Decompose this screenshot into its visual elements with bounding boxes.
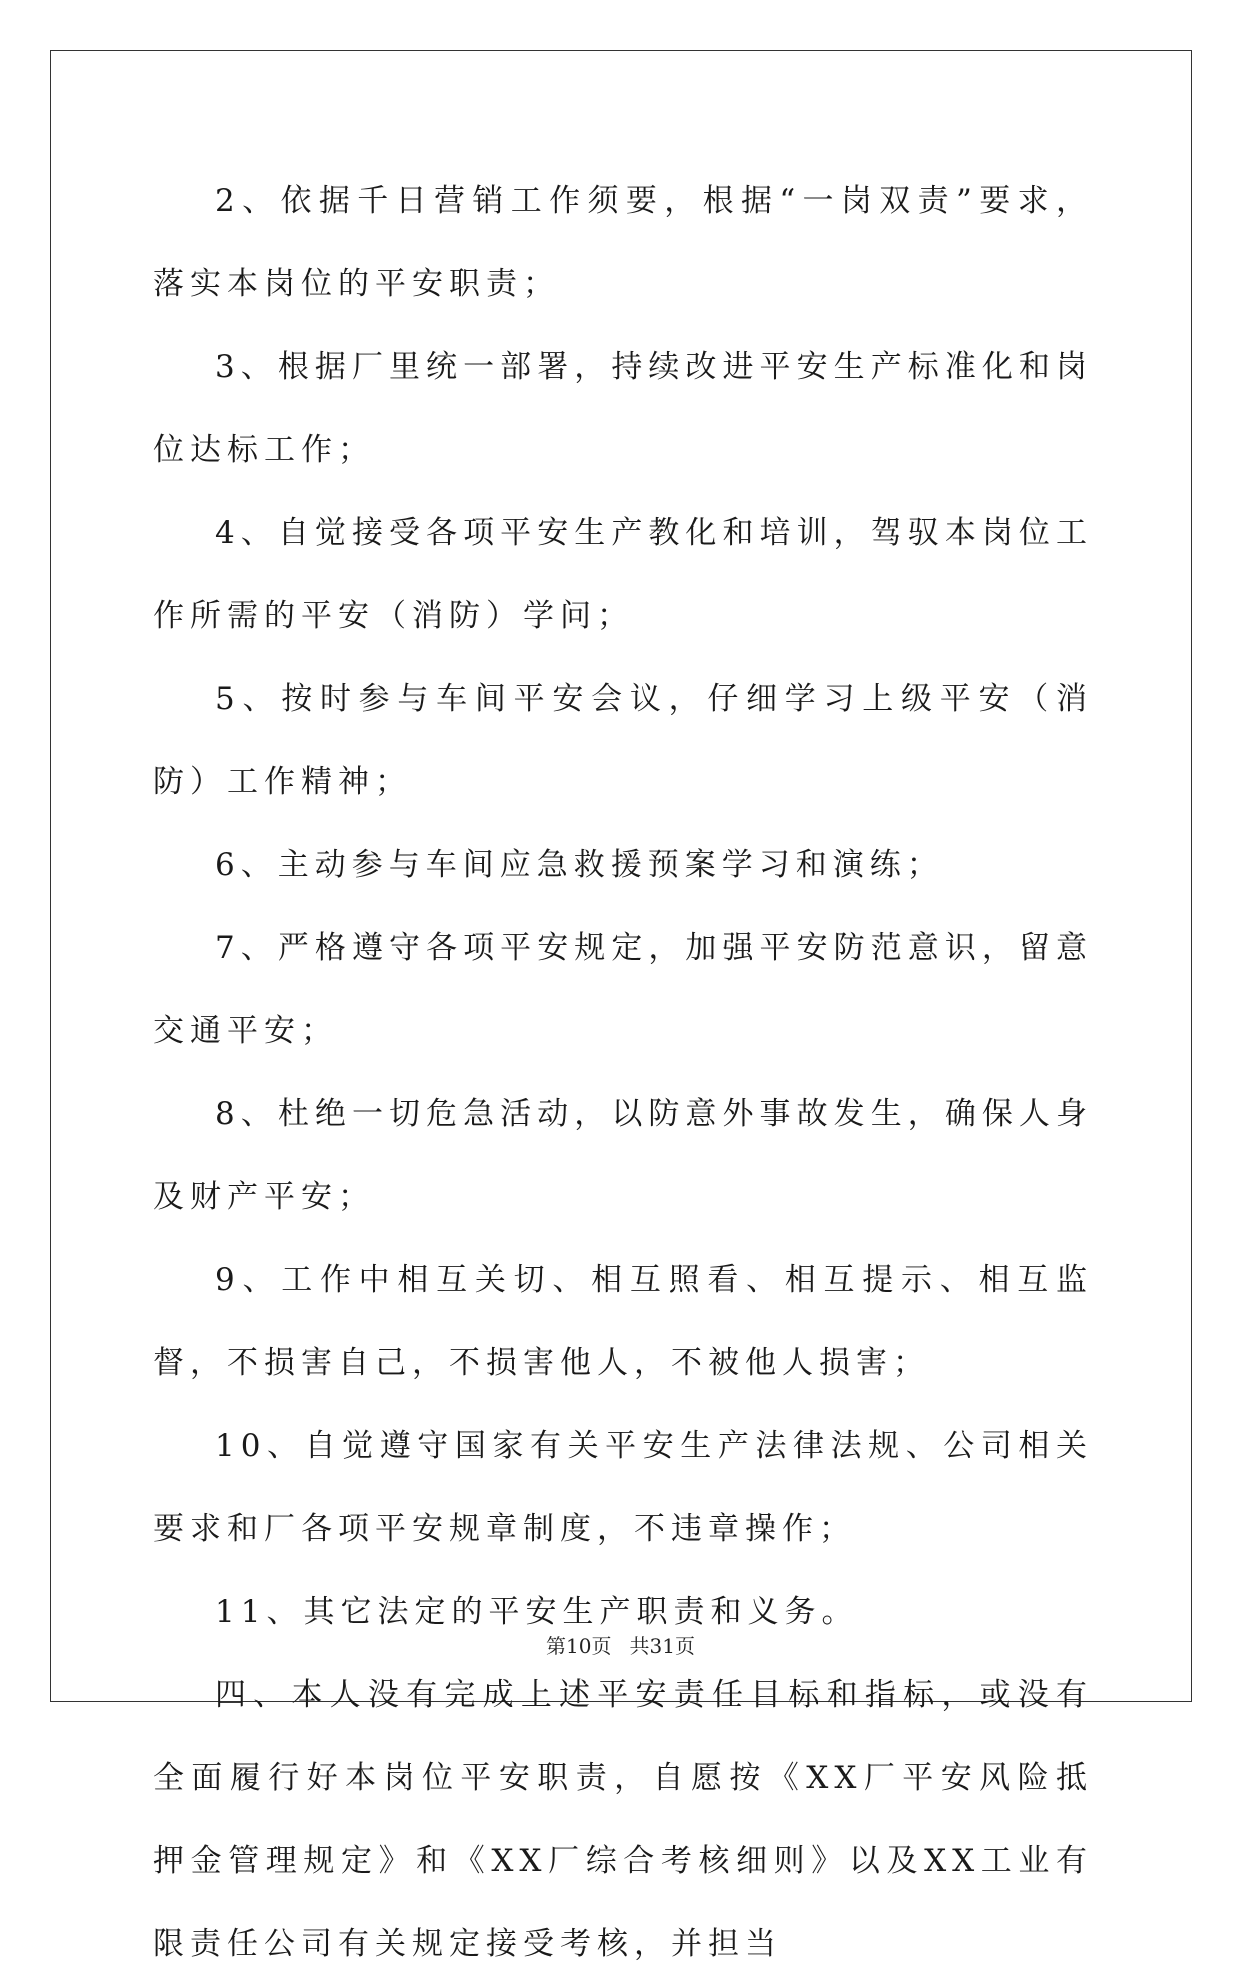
paragraph-item-5: 5、按时参与车间平安会议，仔细学习上级平安（消防）工作精神； [153,681,1093,800]
paragraph-item-6: 6、主动参与车间应急救援预案学习和演练； [215,847,944,883]
paragraph-item-10: 10、自觉遵守国家有关平安生产法律法规、公司相关要求和厂各项平安规章制度，不违章操作； [153,1428,1093,1547]
paragraph-section-four: 四、本人没有完成上述平安责任目标和指标，或没有全面履行好本岗位平安职责，自愿按《XX厂平安风险抵押金管理规定》和《XX厂综合考核细则》以及XX工业有限责任公司有关规定接受考核，并担当 [153,1677,1093,1962]
paragraph-item-4: 4、自觉接受各项平安生产教化和培训，驾驭本岗位工作所需的平安（消防）学问； [153,515,1093,634]
page-number: 第10页 [546,1634,612,1658]
paragraph-item-2: 2、依据千日营销工作须要，根据“一岗双责”要求，落实本岗位的平安职责； [153,183,1093,302]
document-body [153,160,1093,1986]
paragraph-item-9: 9、工作中相互关切、相互照看、相互提示、相互监督，不损害自己，不损害他人，不被他人损害； [153,1262,1093,1381]
page-total: 共31页 [629,1634,695,1658]
paragraph-item-7: 7、严格遵守各项平安规定，加强平安防范意识，留意交通平安； [153,930,1093,1049]
page-footer [0,1630,1241,1659]
paragraph-item-3: 3、根据厂里统一部署，持续改进平安生产标准化和岗位达标工作； [153,349,1093,468]
paragraph-item-11: 11、其它法定的平安生产职责和义务。 [215,1594,859,1630]
paragraph-item-8: 8、杜绝一切危急活动，以防意外事故发生，确保人身及财产平安； [153,1096,1093,1215]
